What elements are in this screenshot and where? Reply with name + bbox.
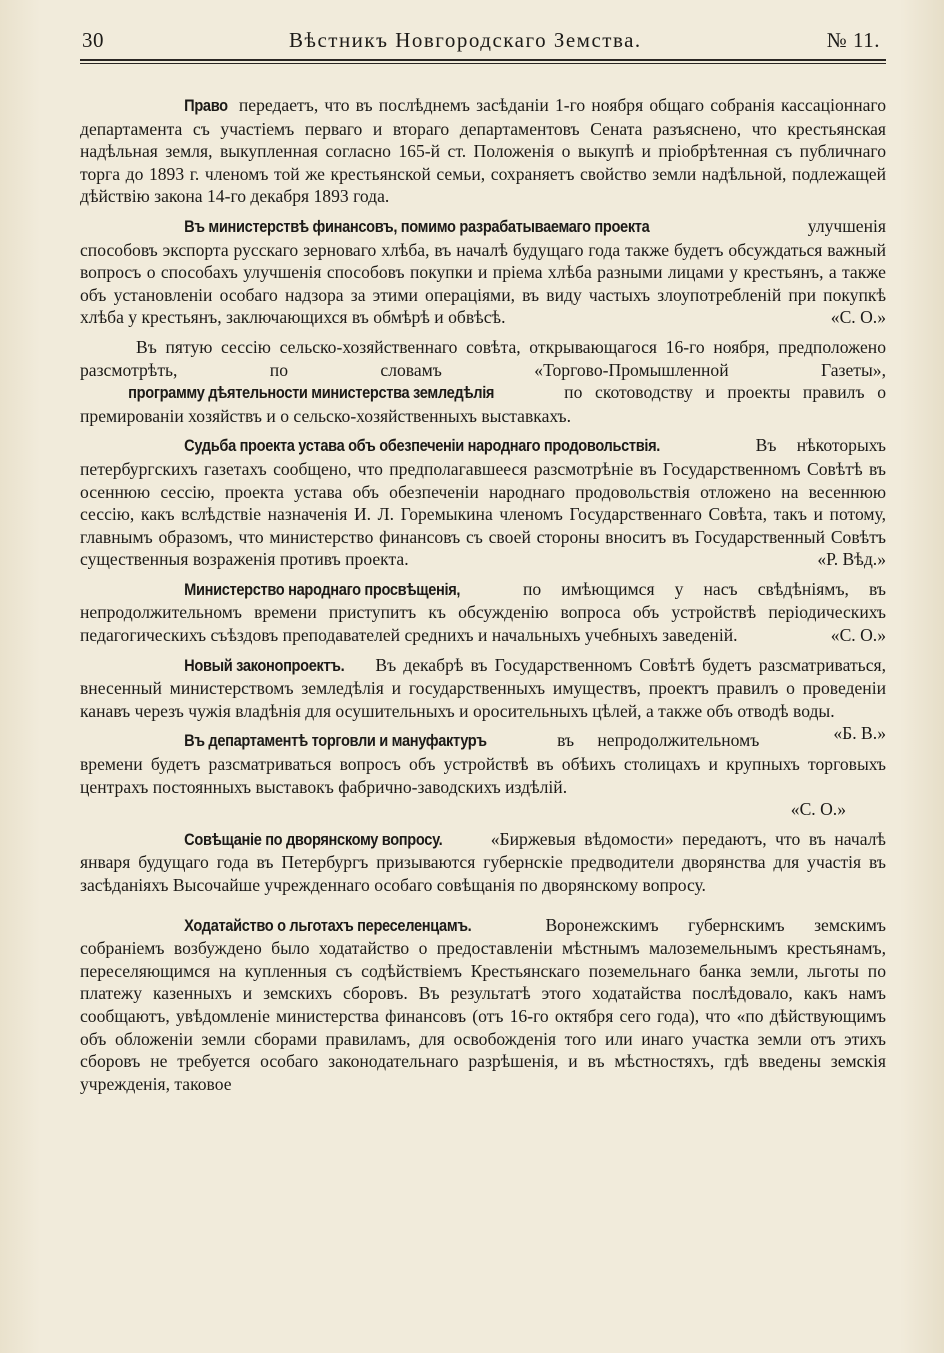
article-lead: Судьба проекта устава объ обезпеченіи народнаго продовольствія. xyxy=(184,436,661,456)
page-number: 30 xyxy=(82,28,104,52)
article-text: въ непродолжительномъ времени будетъ разсматриваться вопросъ объ устройствѣ въ обѣихъ столицахъ и крупныхъ торговыхъ центрахъ постоянныхъ выставокъ фабрично-заводскихъ издѣлій. xyxy=(80,730,886,797)
article-source: «Б. В.» xyxy=(833,723,886,744)
article-text: Въ нѣкоторыхъ петербургскихъ газетахъ сообщено, что предполагавшееся разсмотрѣніе въ Государственномъ Совѣтѣ въ осеннюю сессію, проекта устава объ обезпеченіи народнаго продовольствія отложено на весеннюю сессію, какъ вслѣдствіе назначенія И. Л. Горемыкина членомъ Государственнаго Совѣта, такъ и потому, главнымъ образомъ, что министерство финансовъ съ своей стороны вноситъ въ Государственный Совѣтъ существенныя возраженія противъ проекта. xyxy=(80,435,886,570)
article-1 xyxy=(80,94,886,208)
article-lead: Новый законопроектъ. xyxy=(184,655,345,675)
journal-title: Вѣстникъ Новгородскаго Земства. xyxy=(289,28,642,52)
article-inline-bold: программу дѣятельности министерства земледѣлія xyxy=(128,383,495,403)
article-9 xyxy=(80,914,886,1096)
article-lead: Въ департаментѣ торговли и мануфактуръ xyxy=(184,731,487,751)
article-text-pre: Въ пятую сессію сельско-хозяйственнаго совѣта, открывающагося 16-го ноября, предположено разсмотрѣть, по словамъ «Торгово-Промышленной Газеты», xyxy=(80,336,886,380)
article-lead: Въ министерствѣ финансовъ, помимо разрабатываемаго проекта xyxy=(184,216,650,236)
header-rule xyxy=(80,59,886,61)
article-text: передаетъ, что въ послѣднемъ засѣданіи 1-го ноября общаго собранія кассаціоннаго департамента съ участіемъ перваго и втораго департаментовъ Сената разъяснено, что крестьянская надѣльная земля, выкупленная согласно 165-й ст. Положенія о выкупѣ и пріобрѣтенная съ публичнаго торга до 1893 г. членомъ той же крестьянской семьи, сохраняетъ свойство земли надѣльной, подлежащей дѣйствію закона 14-го декабря 1893 года. xyxy=(80,95,886,207)
article-source: «С. О.» xyxy=(830,625,886,646)
article-text: «Биржевыя вѣдомости» передаютъ, что въ началѣ января будущаго года въ Петербургъ призываются губернскіе предводители дворянства для участія въ засѣданіяхъ Высочайше учрежденнаго особаго совѣщанія по дворянскому вопросу. xyxy=(80,828,886,895)
article-source: «С. О.» xyxy=(790,799,846,820)
spacer xyxy=(80,904,886,914)
article-4 xyxy=(80,434,886,571)
article-source: «С. О.» xyxy=(830,307,886,328)
article-lead: Ходатайство о льготахъ переселенцамъ. xyxy=(184,915,472,935)
article-3 xyxy=(80,336,886,427)
article-text: Въ декабрѣ въ Государственномъ Совѣтѣ будетъ разсматриваться, внесенный министерствомъ земледѣлія и государственныхъ имуществъ, проектъ правилъ о проведеніи канавъ черезъ чужія владѣнія для осушительныхъ и оросительныхъ цѣлей, а также объ отводѣ воды. xyxy=(80,654,886,721)
article-2 xyxy=(80,215,886,329)
article-source: «Р. Вѣд.» xyxy=(817,549,886,570)
article-text: улучшенія способовъ экспорта русскаго зерноваго хлѣба, въ началѣ будущаго года также будетъ обсуждаться важный вопросъ о способахъ улучшенія способовъ покупки и пріема хлѣба разными лицами у крестьянъ, а также объ установленіи особаго надзора за этими операціями, въ виду частыхъ злоупотребленій при покупкѣ хлѣба у крестьянъ, заключающихся въ обмѣрѣ и обвѣсѣ. xyxy=(80,215,886,328)
article-lead: Право xyxy=(184,96,228,115)
article-5 xyxy=(80,578,886,647)
article-text: по имѣющимся у насъ свѣдѣніямъ, въ непродолжительномъ времени приступитъ къ обсужденію вопроса объ устройствѣ періодическихъ педагогическихъ съѣздовъ преподавателей среднихъ и начальныхъ учебныхъ заведеній. xyxy=(80,578,886,646)
header-rule-thin xyxy=(80,63,886,64)
article-8 xyxy=(80,828,886,897)
issue-number: № 11. xyxy=(826,28,880,52)
article-text: по скотоводству и проекты правилъ о премированіи хозяйствъ и о сельско-хозяйственныхъ выставкахъ. xyxy=(80,382,886,426)
article-lead: Совѣщаніе по дворянскому вопросу. xyxy=(184,829,443,849)
running-header xyxy=(80,28,886,57)
article-lead: Министерство народнаго просвѣщенія, xyxy=(184,579,461,599)
article-text: Воронежскимъ губернскимъ земскимъ собраніемъ возбуждено было ходатайство о предоставленіи мѣстнымъ малоземельнымъ крестьянамъ, переселяющимся на купленныя съ содѣйствіемъ Крестьянскаго поземельнаго банка земли, льготы по платежу казенныхъ и земскихъ сборовъ. Въ результатѣ этого ходатайства послѣдовало, какъ намъ сообщаютъ, увѣдомленіе министерства финансовъ (отъ 16-го октября сего года), что «по дѣйствующимъ объ обложеніи земли сборами правиламъ, для освобожденія того или инаго участка земли отъ этихъ сборовъ не требуется особаго законодательнаго разрѣшенія, и въ мѣстностяхъ, гдѣ введены земскія учрежденія, таковое xyxy=(80,914,886,1094)
